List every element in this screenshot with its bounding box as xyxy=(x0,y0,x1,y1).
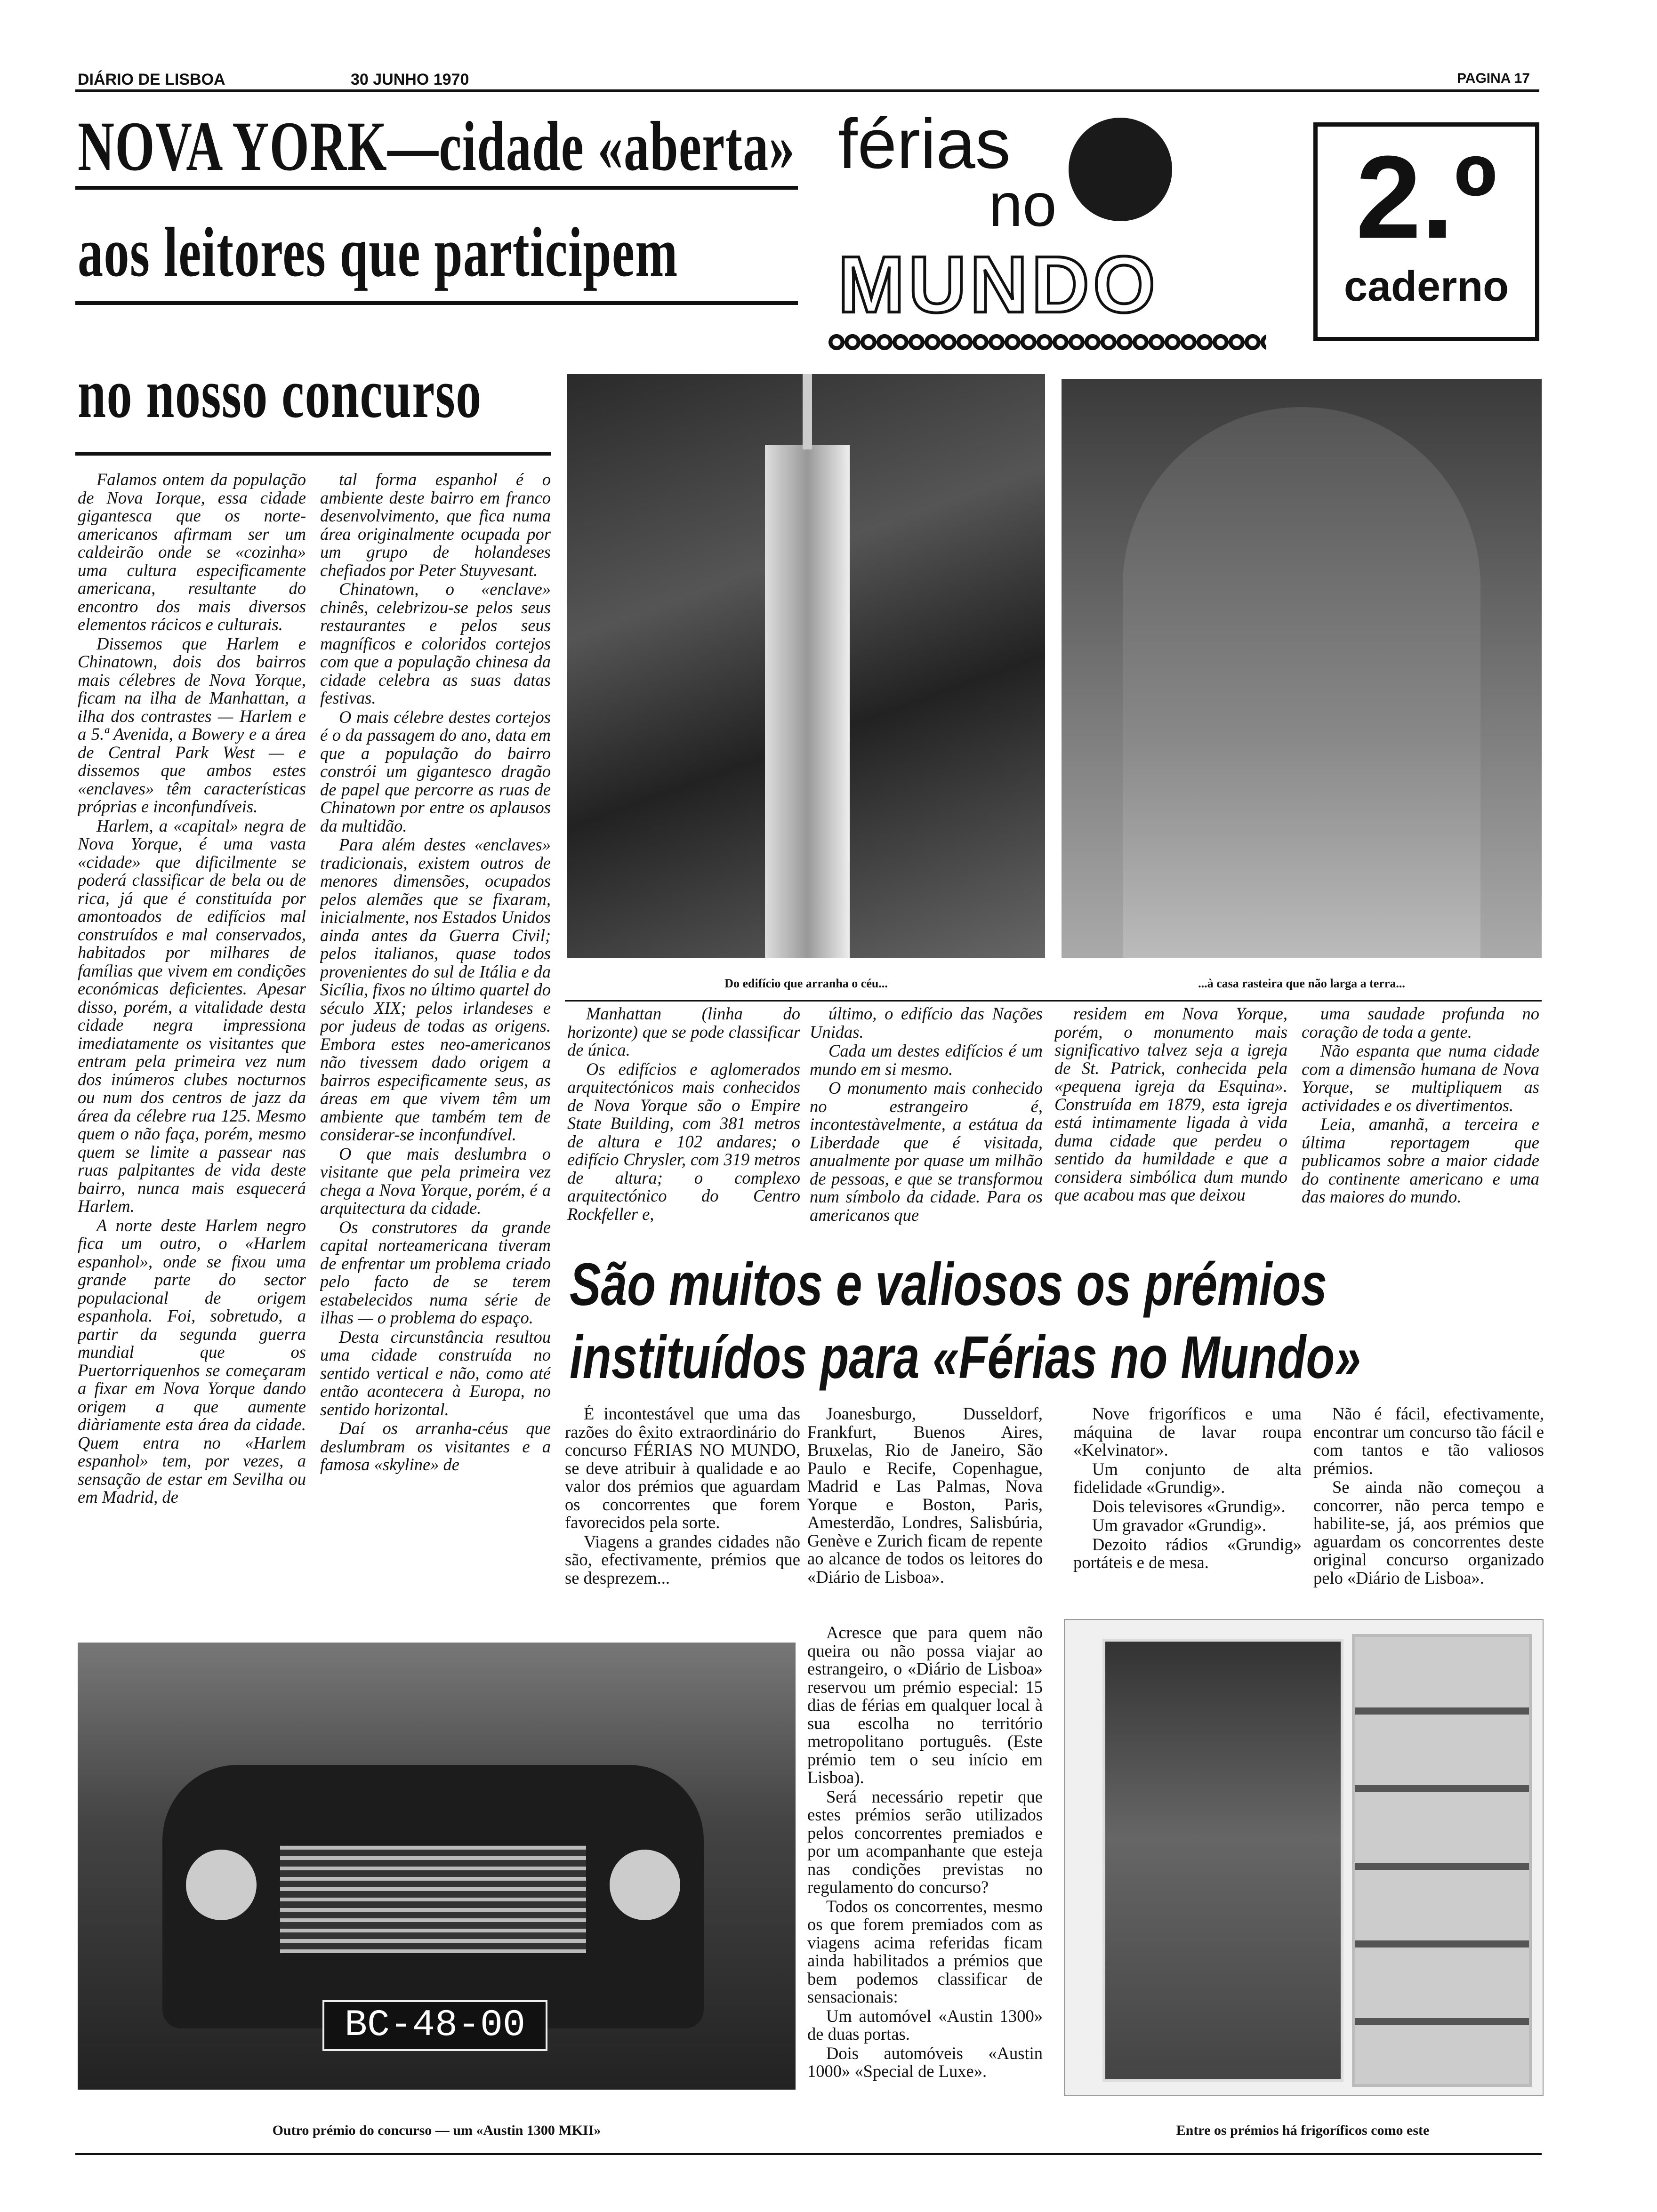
article2-col2b xyxy=(807,1624,1043,2108)
paragraph: Falamos ontem da população de Nova Iorque, essa cidade gigantesca que os norte-americanos afirmam ser um caldeirão onde se «cozinha» uma cultura especificamente americana, resultante do encontro dos mais diversos elementos rácicos e culturais. xyxy=(78,471,306,634)
logo-dotted-bar xyxy=(828,334,1266,350)
article2-col4 xyxy=(1313,1405,1544,1607)
logo-word-ferias: férias xyxy=(838,104,1011,183)
headlight-right-icon xyxy=(610,1850,680,1920)
article1-col3 xyxy=(567,1005,800,1242)
paragraph: Dezoito rádios «Grundig» portáteis e de mesa. xyxy=(1073,1534,1302,1572)
paragraph: Todos os concorrentes, mesmo os que forem premiados com as viagens acima referidas ficam ainda habilitados a prémios que bem podemos classificar de sensacionais: xyxy=(807,1896,1043,2006)
paragraph: Se ainda não começou a concorrer, não perca tempo e habilite-se, já, aos prémios que aguardam os concorrentes deste original concurso organizado pelo «Diário de Lisboa». xyxy=(1313,1477,1544,1587)
headline-line1: NOVA YORK—cidade «aberta» xyxy=(78,107,796,185)
article1-col2 xyxy=(320,471,551,1638)
paragraph: Para além destes «enclaves» tradicionais, existem outros de menores dimensões, ocupados pelos alemães que se fixaram, inicialmente, nos Estados Unidos ainda antes da Guerra Civil; pelos italianos, quase todos provenientes do sul de Itália e da Sicília, fixos no último quartel do século XIX; pelos irlandeses e por judeus de todas as origens. Embora estes neo-americanos não tivessem dado origem a bairros especificamente seus, as áreas em que vivem têm um ambiente que também tem de considerar-se inconfundível. xyxy=(320,835,551,1144)
section-box xyxy=(1313,122,1539,341)
headline-line2: aos leitores que participem xyxy=(78,213,678,291)
article2-headline2: instituídos para «Férias no Mundo» xyxy=(570,1324,1361,1391)
section-number: 2.º xyxy=(1356,131,1497,263)
skyscraper-shape xyxy=(765,445,850,958)
paragraph: Manhattan (linha do horizonte) que se pode classificar de única. xyxy=(567,1005,800,1059)
caption-photo3: Outro prémio do concurso — um «Austin 1300 MKII» xyxy=(272,2123,601,2138)
paragraph: Harlem, a «capital» negra de Nova Yorque, é uma vasta «cidade» que dificilmente se poderá classificar de bela ou de rica, já que é constituída por amontoados de edifícios mal construídos e mal conservados, habitados por milhares de famílias que vivem em condições económicas deficientes. Apesar disso, porém, a vitalidade desta cidade negra impressiona imediatamente os visitantes que entram pela primeira vez num dos inúmeros clubes nocturnos ou num dos centros de jazz da área da célebre rua 125. Mesmo quem o não faça, porém, mesmo quem se limite a passear nas ruas palpitantes de vida deste bairro, nunca mais esquecerá Harlem. xyxy=(78,816,306,1216)
paragraph: Desta circunstância resultou uma cidade construída no sentido vertical e não, como até então acontecera à Europa, no sentido horizontal. xyxy=(320,1327,551,1419)
paragraph: residem em Nova Yorque, porém, o monumento mais significativo talvez seja a igreja de St. Patrick, conhecida pela «pequena igreja da Esquina». Construída em 1879, esta igreja está intimamente ligada à vida duma cidade que perdeu o sentido da humildade e que a considera simbólica dum mundo que acabou mas que deixou xyxy=(1054,1005,1287,1204)
paragraph: Acresce que para quem não queira ou não possa viajar ao estrangeiro, o «Diário de Lisboa» reservou um prémio especial: 15 dias de férias em qualquer local à sua escolha no território metropolitano português. (Este prémio tem o seu início em Lisboa). xyxy=(807,1624,1043,1787)
paragraph: Cada um destes edifícios é um mundo em si mesmo. xyxy=(810,1041,1043,1079)
headline-rule-1 xyxy=(75,186,798,190)
logo-word-mundo: MUNDO xyxy=(838,240,1159,329)
headline-rule-2 xyxy=(75,301,798,305)
license-plate: BC-48-00 xyxy=(322,2000,547,2051)
header-rule xyxy=(75,89,1539,92)
newspaper-name: DIÁRIO DE LISBOA xyxy=(78,71,225,88)
article1-col1 xyxy=(78,471,306,1638)
paragraph: Dois automóveis «Austin 1000» «Special de Luxe». xyxy=(807,2043,1043,2081)
article1-col4 xyxy=(810,1005,1043,1242)
article1-col5 xyxy=(1054,1005,1287,1242)
article2-col1 xyxy=(565,1405,800,1631)
caption-photo2: ...à casa rasteira que não larga a terra... xyxy=(1198,977,1405,990)
paragraph: Chinatown, o «enclave» chinês, celebrizou-se pelos seus restaurantes e pelos seus magníficos e coloridos cortejos com que a população chinesa da cidade celebra as suas datas festivas. xyxy=(320,579,551,707)
fridge-door xyxy=(1352,1634,1532,2087)
paragraph: Daí os arranha-céus que deslumbram os visitantes e a famosa «skyline» de xyxy=(320,1419,551,1474)
article1-col6 xyxy=(1302,1005,1539,1242)
refrigerator-photo xyxy=(1064,1619,1544,2096)
austin-car-photo xyxy=(78,1643,796,2090)
paragraph: Nove frigoríficos e uma máquina de lavar roupa «Kelvinator». xyxy=(1073,1405,1302,1459)
fridge-cabinet xyxy=(1102,1639,1343,2082)
headline-line3: no nosso concurso xyxy=(78,354,482,433)
paragraph: O mais célebre destes cortejos é o da passagem do ano, data em que a população do bairro constrói um gigantesco dragão de papel que percorre as ruas de Chinatown por entre os aplausos da multidão. xyxy=(320,707,551,835)
article2-col3 xyxy=(1073,1405,1302,1607)
paragraph: A norte deste Harlem negro fica um outro, o «Harlem espanhol», onde se fixou uma grande parte do sector populacional de origem espanhola. Foi, sobretudo, a partir da segunda guerra mundial que os Puertorriquenhos se começaram a fixar em Nova Yorque dando origem a que aumente diàriamente esta área da cidade. Quem entra no «Harlem espanhol» tem, por vezes, a sensação de estar em Sevilha ou em Madrid, de xyxy=(78,1215,306,1507)
paragraph: Um conjunto de alta fidelidade «Grundig». xyxy=(1073,1459,1302,1497)
skyscraper-spire xyxy=(803,374,812,449)
paragraph: Joanesburgo, Dusseldorf, Frankfurt, Buenos Aires, Bruxelas, Rio de Janeiro, São Paulo e Recife, Copenhague, Madrid e Las Palmas, Nova Yorque e Boston, Paris, Amesterdão, Londres, Salisbúria, Genève e Zurich ficam de repente ao alcance de todos os leitores do «Diário de Lisboa». xyxy=(807,1405,1043,1587)
paragraph: tal forma espanhol é o ambiente deste bairro em franco desenvolvimento, que fica numa área originalmente ocupada por um grupo de holandeses chefiados por Peter Stuyvesant. xyxy=(320,471,551,580)
logo-word-no: no xyxy=(989,170,1057,239)
paragraph: O monumento mais conhecido no estrangeiro é, incontestàvelmente, a estátua da Liberdade que é visitada, anualmente por quase um milhão de pessoas, e que se transformou num símbolo da cidade. Para os americanos que xyxy=(810,1078,1043,1225)
paragraph: Leia, amanhã, a terceira e última reportagem que publicamos sobre a maior cidade do continente americano e uma das maiores do mundo. xyxy=(1302,1114,1539,1206)
paragraph: último, o edifício das Nações Unidas. xyxy=(810,1005,1043,1042)
page-number: PAGINA 17 xyxy=(1457,71,1530,86)
paragraph: Não espanta que numa cidade com a dimensão humana de Nova Yorque, se multipliquem as actividades e os divertimentos. xyxy=(1302,1041,1539,1115)
paragraph: Será necessário repetir que estes prémios serão utilizados pelos concorrentes premiados e por um acompanhante que esteja nas condições previstas no regulamento do concurso? xyxy=(807,1787,1043,1897)
article2-col2a xyxy=(807,1405,1043,1607)
caption-photo1: Do edifício que arranha o céu... xyxy=(724,977,888,990)
headline-rule-3 xyxy=(75,452,551,456)
empire-state-photo xyxy=(567,374,1045,958)
paragraph: uma saudade profunda no coração de toda a gente. xyxy=(1302,1005,1539,1042)
paragraph: Um gravador «Grundig». xyxy=(1092,1515,1266,1535)
footer-rule xyxy=(75,2153,1542,2155)
paragraph: Viagens a grandes cidades não são, efectivamente, prémios que se desprezem... xyxy=(565,1531,800,1587)
headlight-left-icon xyxy=(186,1850,257,1920)
paragraph: O que mais deslumbra o visitante que pela primeira vez chega a Nova Yorque, porém, é a arquitectura da cidade. xyxy=(320,1144,551,1218)
arch-opening xyxy=(1123,407,1480,958)
issue-date: 30 JUNHO 1970 xyxy=(351,71,469,88)
car-grille xyxy=(280,1845,586,1953)
paragraph: É incontestável que uma das razões do êxito extraordinário do concurso FÉRIAS NO MUNDO, se deve atribuir à qualidade e ao valor dos prémios que aguardam os concorrentes que forem favorecidos pela sorte. xyxy=(565,1405,800,1532)
article2-headline1: São muitos e valiosos os prémios xyxy=(570,1251,1327,1318)
paragraph: Dois televisores «Grundig». xyxy=(1092,1496,1286,1516)
section-label: caderno xyxy=(1343,263,1509,310)
paragraph: Os edifícios e aglomerados arquitectónicos mais conhecidos de Nova Yorque são o Empire State Building, com 381 metros de altura e 102 andares; o edifício Chrysler, com 319 metros de altura; o complexo arquitectónico do Centro Rockfeller e, xyxy=(567,1059,800,1224)
photo-divider xyxy=(565,1000,1542,1002)
paragraph: Dissemos que Harlem e Chinatown, dois dos bairros mais célebres de Nova Yorque, ficam na ilha de Manhattan, a ilha dos contrastes — Harlem e a 5.ª Avenida, a Bowery e a área de Central Park West — e dissemos que ambos estes «enclaves» têm características próprias e inconfundíveis. xyxy=(78,633,306,816)
paragraph: Um automóvel «Austin 1300» de duas portas. xyxy=(807,2006,1043,2044)
logo-globe-icon xyxy=(1069,118,1172,221)
paragraph: Não é fácil, efectivamente, encontrar um concurso tão fácil e com tantos e tão valiosos prémios. xyxy=(1313,1405,1544,1478)
paragraph: Os construtores da grande capital norteamericana tiveram de enfrentar um problema criado pelo facto de se terem estabelecidos numa série de ilhas — o problema do espaço. xyxy=(320,1217,551,1327)
ferias-no-mundo-logo xyxy=(828,104,1266,353)
caption-photo4: Entre os prémios há frigoríficos como este xyxy=(1176,2123,1430,2138)
church-arch-photo xyxy=(1062,379,1542,958)
